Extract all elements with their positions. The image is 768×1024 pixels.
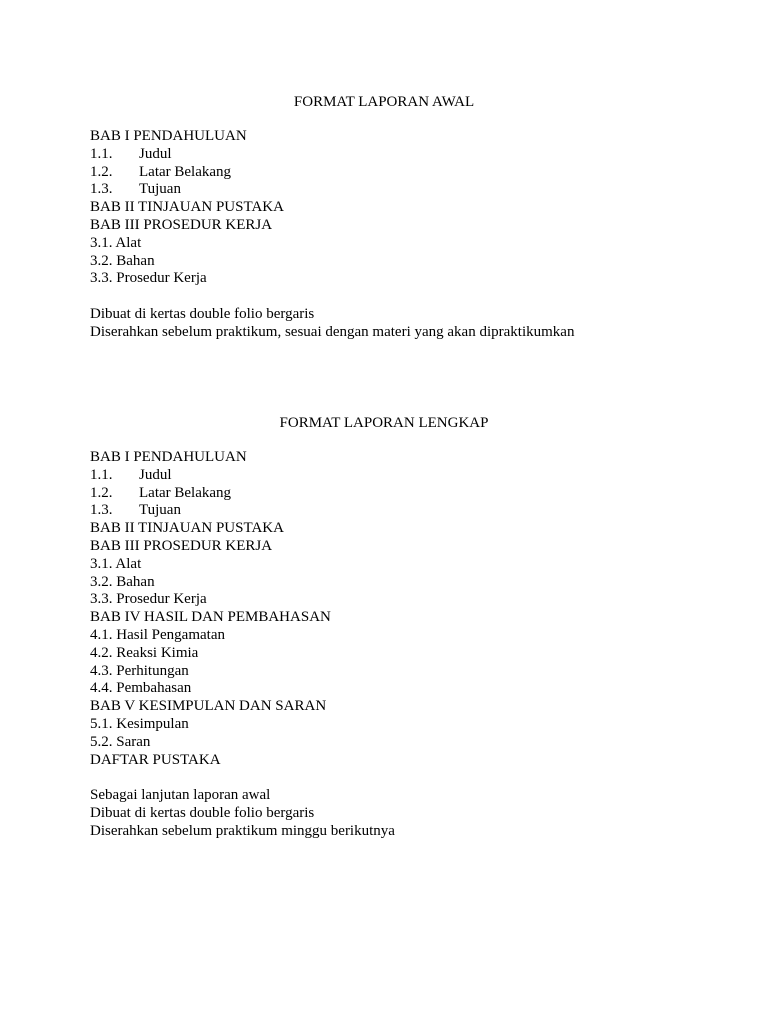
outline-line [90, 146, 678, 164]
outline-text: 5.2. Saran [90, 733, 151, 750]
outline-number: 1.2. [90, 163, 113, 180]
outline-text: 4.2. Reaksi Kimia [90, 644, 199, 661]
outline-line [90, 270, 678, 288]
outline-text: BAB I PENDAHULUAN [90, 449, 247, 465]
outline-number: 1.3. [90, 181, 113, 198]
outline-number: 1.3. [90, 502, 113, 519]
outline-number: 1.2. [90, 484, 113, 501]
outline-number: 1.1. [90, 466, 113, 483]
outline-line [90, 734, 678, 752]
outline-line [90, 609, 678, 627]
outline-text: DAFTAR PUSTAKA [90, 751, 221, 768]
outline-text: BAB III PROSEDUR KERJA [90, 216, 273, 233]
outline-text: BAB II TINJAUAN PUSTAKA [90, 520, 284, 537]
outline-line [90, 235, 678, 253]
outline-text: Judul [139, 145, 172, 162]
outline-text: Tujuan [139, 181, 181, 198]
outline-text: BAB I PENDAHULUAN [90, 128, 247, 144]
outline-text: 3.1. Alat [90, 555, 142, 572]
outline-line [90, 520, 678, 538]
outline-text: 3.1. Alat [90, 234, 142, 251]
outline-line [90, 716, 678, 734]
outline-text: Judul [139, 466, 172, 483]
note-line: Diserahkan sebelum praktikum minggu berikutnya [90, 822, 395, 839]
spacer [90, 288, 678, 306]
outline-text: 3.3. Prosedur Kerja [90, 591, 207, 608]
outline-text: BAB V KESIMPULAN DAN SARAN [90, 698, 327, 715]
outline-line [90, 556, 678, 574]
outline-line [90, 645, 678, 663]
spacer [90, 769, 678, 787]
laporan-awal-section [90, 93, 678, 342]
laporan-awal-outline [90, 128, 678, 288]
outline-line [90, 663, 678, 681]
outline-line [90, 449, 678, 467]
note-line: Sebagai lanjutan laporan awal [90, 787, 271, 804]
outline-line [90, 164, 678, 182]
outline-line [90, 680, 678, 698]
outline-line [90, 627, 678, 645]
outline-text: BAB IV HASIL DAN PEMBAHASAN [90, 609, 331, 626]
outline-text: Latar Belakang [139, 484, 232, 501]
outline-text: 3.2. Bahan [90, 252, 155, 269]
laporan-awal-notes [90, 306, 678, 342]
outline-text: BAB II TINJAUAN PUSTAKA [90, 199, 284, 216]
note-line: Diserahkan sebelum praktikum, sesuai dengan materi yang akan dipraktikumkan [90, 323, 575, 340]
outline-line [90, 485, 678, 503]
outline-text: Latar Belakang [139, 163, 232, 180]
outline-line [90, 752, 678, 770]
outline-text: Tujuan [139, 502, 181, 519]
outline-text: 3.3. Prosedur Kerja [90, 270, 207, 287]
outline-text: 5.1. Kesimpulan [90, 715, 189, 732]
outline-line [90, 538, 678, 556]
outline-line [90, 591, 678, 609]
outline-text: 4.3. Perhitungan [90, 662, 189, 679]
outline-line [90, 574, 678, 592]
laporan-lengkap-title: FORMAT LAPORAN LENGKAP [279, 415, 489, 431]
outline-line [90, 698, 678, 716]
laporan-lengkap-outline [90, 449, 678, 769]
laporan-lengkap-section [90, 414, 678, 841]
note-line: Dibuat di kertas double folio bergaris [90, 804, 315, 821]
outline-text: BAB III PROSEDUR KERJA [90, 537, 273, 554]
outline-text: 4.1. Hasil Pengamatan [90, 626, 225, 643]
note-line: Dibuat di kertas double folio bergaris [90, 305, 315, 322]
outline-line [90, 128, 678, 146]
laporan-lengkap-notes [90, 787, 678, 840]
outline-text: 3.2. Bahan [90, 573, 155, 590]
outline-number: 1.1. [90, 145, 113, 162]
outline-text: 4.4. Pembahasan [90, 680, 192, 697]
outline-line [90, 181, 678, 199]
outline-line [90, 502, 678, 520]
outline-line [90, 217, 678, 235]
outline-line [90, 199, 678, 217]
laporan-awal-title: FORMAT LAPORAN AWAL [293, 94, 475, 110]
outline-line [90, 467, 678, 485]
outline-line [90, 253, 678, 271]
